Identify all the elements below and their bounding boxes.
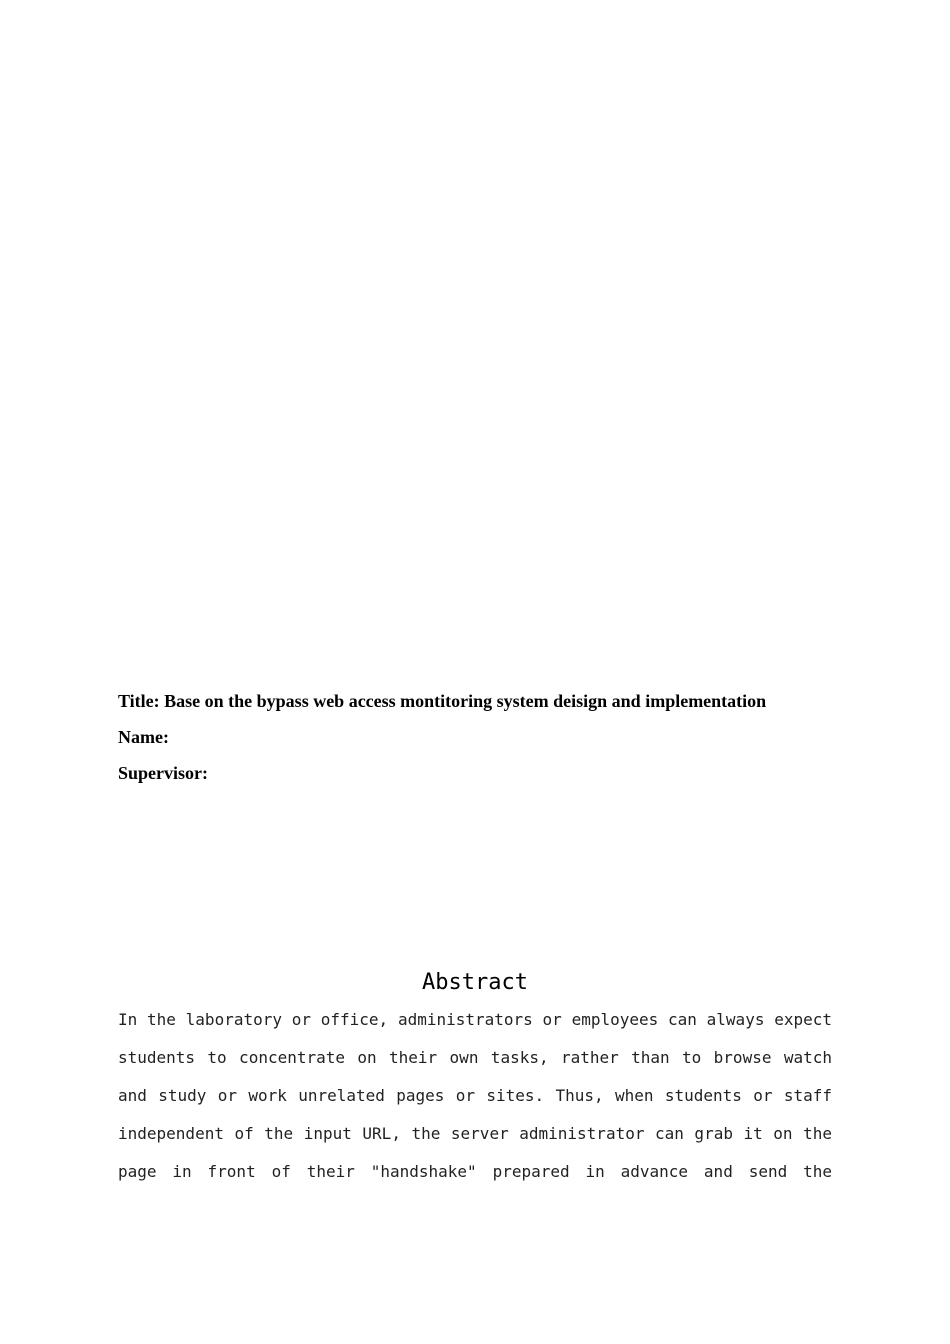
cover-info bbox=[118, 683, 838, 791]
thesis-title: Title: Base on the bypass web access montitoring system deisign and implementation bbox=[118, 691, 767, 711]
abstract-line: independent of the input URL, the server administrator can grab it on the bbox=[118, 1124, 832, 1143]
abstract-body bbox=[118, 1001, 832, 1191]
abstract-line: page in front of their "handshake" prepared in advance and send the bbox=[118, 1162, 832, 1181]
abstract-line: In the laboratory or office, administrators or employees can always expect bbox=[118, 1010, 832, 1029]
author-name-label: Name: bbox=[118, 727, 169, 747]
abstract-line: and study or work unrelated pages or sites. Thus, when students or staff bbox=[118, 1086, 832, 1105]
abstract-heading: Abstract bbox=[422, 970, 528, 995]
abstract-line: students to concentrate on their own tasks, rather than to browse watch bbox=[118, 1048, 832, 1067]
supervisor-label: Supervisor: bbox=[118, 763, 208, 783]
